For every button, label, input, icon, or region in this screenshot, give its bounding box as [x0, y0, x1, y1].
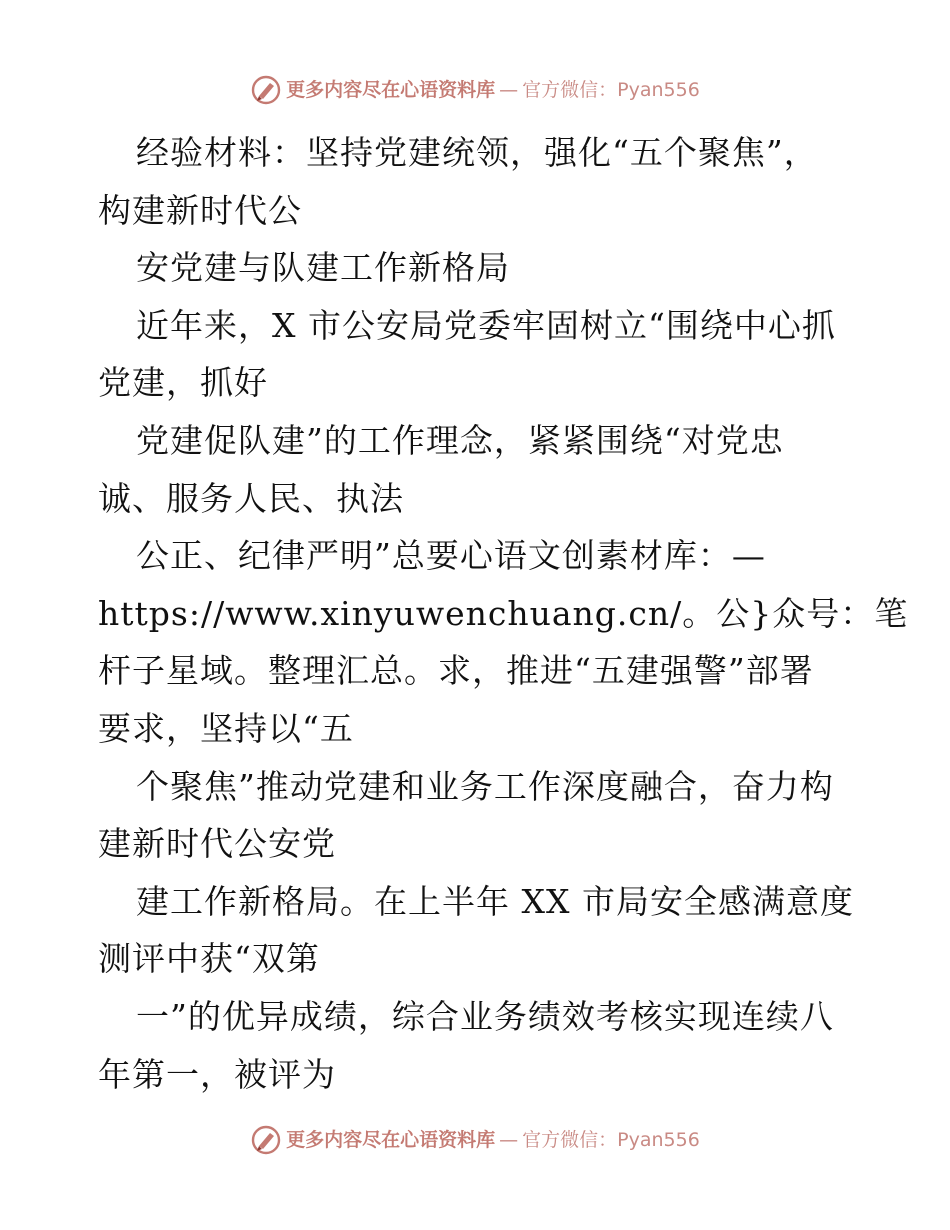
body-line: 公正、纪律严明”总要心语文创素材库：— [136, 536, 766, 576]
body-line: 经验材料：坚持党建统领，强化“五个聚焦”， [136, 133, 818, 172]
body-line: 党建，抓好 [98, 363, 268, 403]
watermark-account: 官方微信：Pyan556 [522, 1129, 700, 1151]
watermark-brand: 更多内容尽在心语资料库 [286, 1129, 496, 1151]
body-line: 构建新时代公 [98, 190, 302, 230]
watermark-dash: — [499, 1129, 519, 1151]
body-line: https://www.xinyuwenchuang.cn/。公}众号：笔 [98, 593, 909, 633]
body-line: 近年来，X 市公安局党委牢固树立“围绕中心抓 [136, 305, 836, 345]
footer-watermark [0, 1124, 950, 1156]
body-line: 个聚焦”推动党建和业务工作深度融合，奋力构 [136, 766, 834, 806]
body-line: 一”的优异成绩，综合业务绩效考核实现连续八 [136, 996, 834, 1036]
watermark-brand: 更多内容尽在心语资料库 [286, 79, 496, 101]
body-line: 建工作新格局。在上半年 XX 市局安全感满意度 [136, 881, 854, 921]
document-body [98, 124, 909, 1103]
watermark-dash: — [499, 79, 519, 101]
body-line: 党建促队建”的工作理念，紧紧围绕“对党忠 [136, 420, 784, 460]
watermark-account: 官方微信：Pyan556 [522, 79, 700, 101]
body-line: 要求，坚持以“五 [98, 708, 354, 748]
body-line: 年第一，被评为 [98, 1054, 336, 1094]
body-line: 建新时代公安党 [98, 824, 336, 864]
pen-logo-icon [250, 74, 282, 106]
body-line: 安党建与队建工作新格局 [136, 248, 510, 288]
body-line: 诚、服务人民、执法 [98, 478, 404, 518]
body-line: 测评中获“双第 [98, 939, 320, 979]
header-watermark [0, 74, 950, 106]
body-line: 杆子星域。整理汇总。求，推进“五建强警”部署 [98, 651, 814, 691]
pen-logo-icon [250, 1124, 282, 1156]
